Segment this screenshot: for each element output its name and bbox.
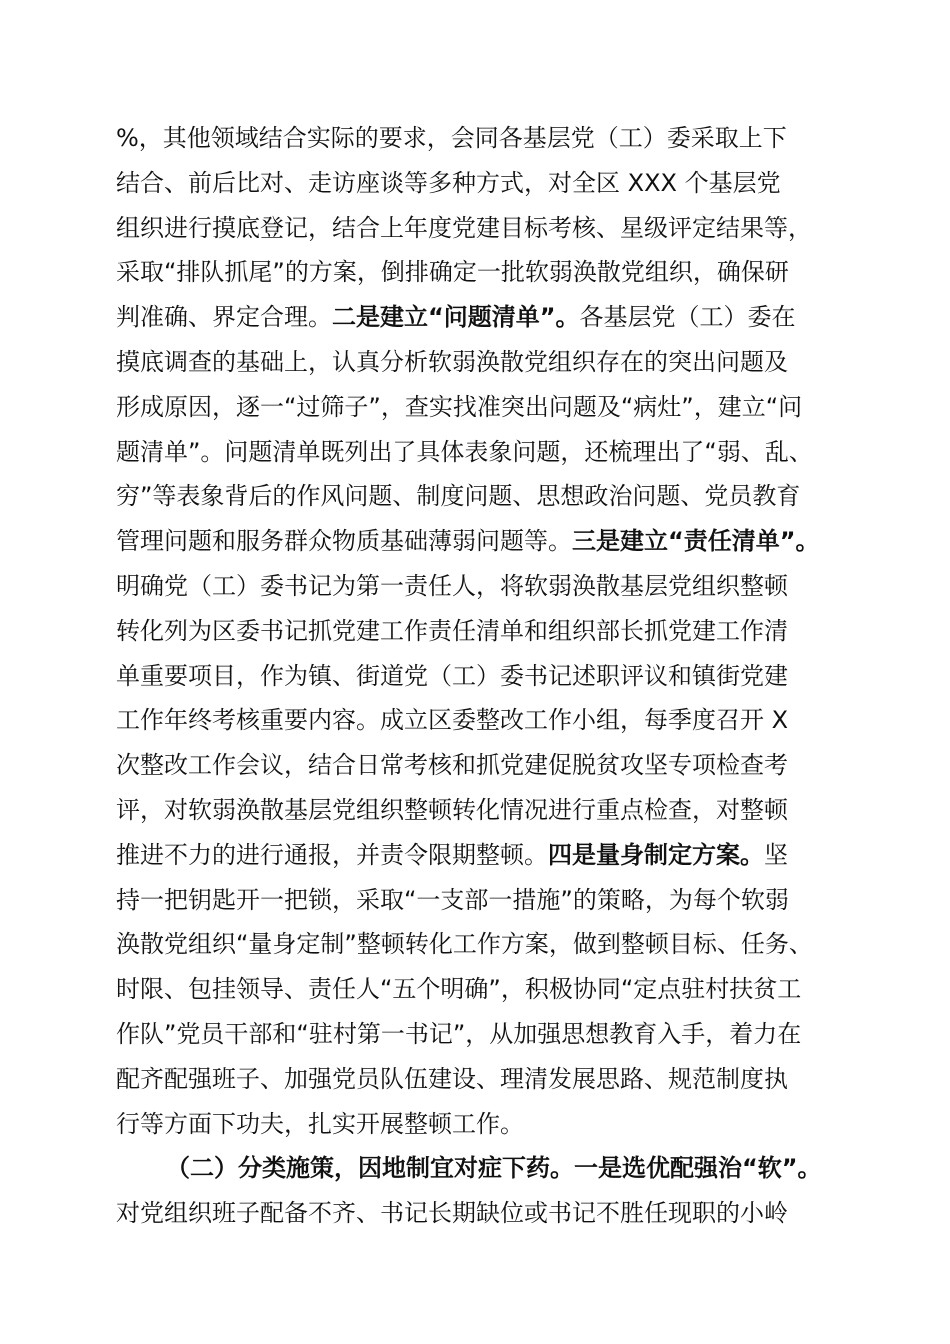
paragraph-line <box>116 743 852 788</box>
text-segment: 涣散党组织“量身定制”整顿转化工作方案，做到整顿目标、任务、 <box>116 930 813 959</box>
paragraph-line <box>116 430 852 475</box>
text-segment: 穷”等表象背后的作风问题、制度问题、思想政治问题、党员教育 <box>116 482 801 511</box>
text-segment: 对党组织班子配备不齐、书记长期缺位或书记不胜任现职的小岭 <box>116 1199 788 1228</box>
text-segment: 组织进行摸底登记，结合上年度党建目标考核、星级评定结果等， <box>116 213 812 242</box>
text-segment: 明确党（工）委书记为第一责任人，将软弱涣散基层党组织整顿 <box>116 571 788 600</box>
paragraph-line <box>116 654 852 699</box>
paragraph-line <box>116 922 852 967</box>
paragraph-line <box>116 1191 852 1236</box>
bold-text-segment: （二）分类施策，因地制宜对症下药。一是选优配强治“软”。 <box>166 1154 822 1183</box>
body-text <box>116 116 852 1236</box>
paragraph-line <box>116 833 852 878</box>
text-segment: 坚 <box>764 840 788 869</box>
paragraph-line <box>116 385 852 430</box>
text-segment: 配齐配强班子、加强党员队伍建设、理清发展思路、规范制度执 <box>116 1064 788 1093</box>
paragraph-line <box>116 161 852 206</box>
text-segment: 工作年终考核重要内容。成立区委整改工作小组，每季度召开 X <box>116 706 789 735</box>
text-segment: %，其他领域结合实际的要求，会同各基层党（工）委采取上下 <box>116 124 787 152</box>
paragraph-line <box>116 116 852 161</box>
paragraph-line <box>116 340 852 385</box>
paragraph-line <box>116 1102 852 1147</box>
text-segment: 次整改工作会议，结合日常考核和抓党建促脱贫攻坚专项检查考 <box>116 751 788 780</box>
text-segment: 行等方面下功夫，扎实开展整顿工作。 <box>116 1109 524 1138</box>
text-segment: 采取“排队抓尾”的方案，倒排确定一批软弱涣散党组织，确保研 <box>116 258 789 287</box>
text-segment: 判准确、界定合理。 <box>116 303 332 332</box>
paragraph-line <box>116 474 852 519</box>
bold-text-segment: 二是建立“问题清单”。 <box>332 303 580 332</box>
text-segment: 形成原因，逐一“过筛子”，查实找准突出问题及“病灶”，建立“问 <box>116 392 803 421</box>
paragraph-line <box>116 878 852 923</box>
paragraph-line <box>116 1057 852 1102</box>
bold-text-segment: 三是建立“责任清单”。 <box>572 527 820 556</box>
bold-text-segment: 四是量身制定方案。 <box>548 840 764 869</box>
paragraph-line <box>116 519 852 564</box>
text-segment: 单重要项目，作为镇、街道党（工）委书记述职评议和镇街党建 <box>116 661 788 690</box>
text-segment: 推进不力的进行通报，并责令限期整顿。 <box>116 840 548 869</box>
text-segment: 各基层党（工）委在 <box>579 303 796 332</box>
section-heading-line <box>116 1146 852 1191</box>
text-segment: 作队”党员干部和“驻村第一书记”，从加强思想教育入手，着力在 <box>116 1019 802 1048</box>
text-segment: 管理问题和服务群众物质基础薄弱问题等。 <box>116 527 572 556</box>
paragraph-line <box>116 788 852 833</box>
paragraph-line <box>116 564 852 609</box>
text-segment: 摸底调查的基础上，认真分析软弱涣散党组织存在的突出问题及 <box>116 347 788 376</box>
text-segment: 题清单”。问题清单既列出了具体表象问题，还梳理出了“弱、乱、 <box>116 437 813 466</box>
text-segment: 时限、包挂领导、责任人“五个明确”，积极协同“定点驻村扶贫工 <box>116 975 802 1004</box>
text-segment: 结合、前后比对、走访座谈等多种方式，对全区 XXX 个基层党 <box>116 168 781 197</box>
paragraph-line <box>116 698 852 743</box>
paragraph-line <box>116 250 852 295</box>
text-segment: 评，对软弱涣散基层党组织整顿转化情况进行重点检查，对整顿 <box>116 795 788 824</box>
text-segment: 转化列为区委书记抓党建工作责任清单和组织部长抓党建工作清 <box>116 616 788 645</box>
paragraph-line <box>116 1012 852 1057</box>
paragraph-line <box>116 206 852 251</box>
text-segment: 持一把钥匙开一把锁，采取“一支部一措施”的策略，为每个软弱 <box>116 885 789 914</box>
paragraph-line <box>116 967 852 1012</box>
paragraph-line <box>116 609 852 654</box>
paragraph-line <box>116 295 852 340</box>
